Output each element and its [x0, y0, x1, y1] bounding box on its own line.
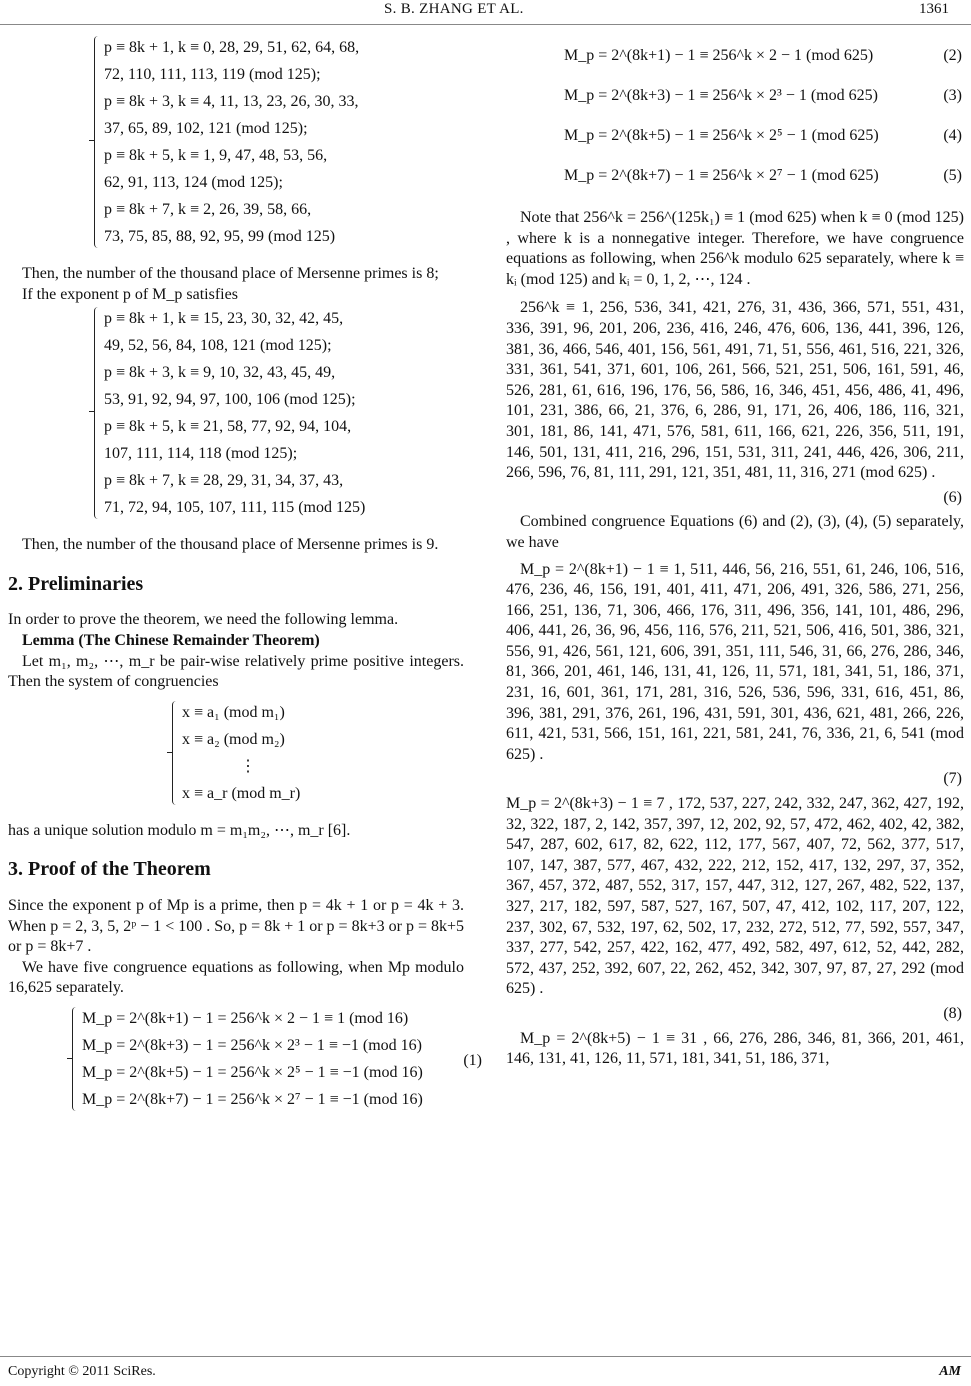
equation-line: M_p = 2^(8k+3) − 1 = 256^k × 2³ − 1 ≡ −1 (mod 16)	[82, 1036, 422, 1054]
equation-expr: M_p = 2^(8k+1) − 1 ≡ 256^k × 2 − 1 (mod 625)	[564, 47, 874, 64]
paragraph-if-exponent: If the exponent p of M_p satisfies	[22, 285, 238, 303]
system-line: 71, 72, 94, 105, 107, 111, 115 (mod 125)	[104, 499, 366, 517]
paragraph-note: Note that 256^k = 256^(125k₁) ≡ 1 (mod 625) when k ≡ 0 (mod 125) , where k is a nonnegative integer. Therefore, we have congruence equations as following, when 256^k modulo 625 separately, where k ≡ kᵢ (mod 125) and kᵢ = 0, 1, 2, ⋯, 124 .	[506, 209, 964, 288]
right-column	[506, 34, 964, 1070]
running-title: S. B. ZHANG ET AL.	[384, 1, 524, 17]
system-line: p ≡ 8k + 5, k ≡ 1, 9, 47, 48, 53, 56,	[104, 147, 328, 164]
equation-number: (3)	[943, 87, 962, 104]
system-brace	[72, 1007, 79, 1111]
system-line: x ≡ a_r (mod m_r)	[182, 784, 301, 802]
system-line: p ≡ 8k + 3, k ≡ 9, 10, 32, 43, 45, 49,	[104, 364, 336, 382]
residues-8k5: M_p = 2^(8k+5) − 1 ≡ 31 , 66, 276, 286, 346, 81, 366, 201, 461, 146, 131, 41, 126, 11, 571, 181, 341, 51, 186, 371,	[506, 1029, 964, 1068]
system-line: x ≡ a₂ (mod m₂)	[182, 730, 285, 748]
paragraph-then-8: Then, the number of the thousand place of Mersenne primes is 8;	[22, 265, 439, 282]
equation-1-system	[72, 1005, 482, 1113]
equation-number: (4)	[943, 127, 962, 144]
equation-3	[506, 74, 964, 114]
left-column	[8, 34, 482, 1113]
lemma-title: Lemma (The Chinese Remainder Theorem)	[22, 631, 320, 649]
system-line: 37, 65, 89, 102, 121 (mod 125);	[104, 120, 308, 137]
equation-expr: M_p = 2^(8k+7) − 1 ≡ 256^k × 2⁷ − 1 (mod 625)	[564, 167, 879, 184]
system-line: 107, 111, 114, 118 (mod 125);	[104, 445, 298, 463]
equation-5	[506, 154, 964, 194]
congruence-system-a	[94, 34, 464, 250]
residues-8k1: M_p = 2^(8k+1) − 1 ≡ 1, 511, 446, 56, 216, 551, 61, 246, 106, 516, 476, 236, 46, 156, 191, 401, 411, 471, 206, 491, 326, 586, 271, 256, 166, 251, 136, 71, 306, 466, 176, 311, 496, 356, 141, 101, 486, 296, 406, 441, 26, 36, 96, 456, 116, 576, 211, 521, 506, 416, 501, 386, 321, 556, 91, 426, 561, 121, 606, 391, 351, 111, 546, 31, 66, 276, 286, 346, 81, 366, 201, 461, 146, 131, 41, 126, 11, 571, 181, 341, 51, 186, 371, 231, 16, 601, 361, 171, 281, 316, 526, 536, 596, 331, 616, 451, 86, 396, 381, 291, 376, 261, 196, 431, 591, 301, 436, 621, 481, 266, 226, 611, 421, 531, 566, 151, 161, 221, 581, 241, 76, 336, 21, 6, 541 (mod 625) .	[506, 560, 964, 763]
system-line: p ≡ 8k + 5, k ≡ 21, 58, 77, 92, 94, 104,	[104, 418, 352, 436]
system-line: p ≡ 8k + 1, k ≡ 15, 23, 30, 32, 42, 45,	[104, 310, 344, 328]
paragraph-five-equations: We have five congruence equations as following, when Mp modulo 16,625 separately.	[8, 958, 464, 997]
residues-8k3: M_p = 2^(8k+3) − 1 ≡ 7 , 172, 537, 227, 242, 332, 247, 362, 427, 192, 32, 322, 187, 2, 142, 357, 397, 12, 202, 92, 57, 472, 462, 402, 42, 382, 547, 287, 602, 617, 82, 622, 112, 177, 567, 407, 72, 562, 377, 517, 107, 147, 387, 577, 467, 432, 222, 212, 152, 417, 132, 297, 37, 352, 367, 457, 372, 487, 552, 317, 157, 447, 312, 127, 267, 482, 522, 137, 327, 217, 182, 597, 587, 527, 167, 507, 47, 412, 102, 117, 207, 122, 237, 302, 67, 532, 197, 62, 502, 17, 232, 272, 512, 77, 592, 557, 347, 337, 277, 542, 257, 422, 162, 477, 492, 582, 497, 612, 52, 442, 282, 572, 437, 252, 392, 607, 22, 262, 452, 342, 307, 97, 87, 27, 292 (mod 625) .	[506, 795, 964, 998]
equation-expr: M_p = 2^(8k+3) − 1 ≡ 256^k × 2³ − 1 (mod 625)	[564, 87, 878, 104]
system-line: p ≡ 8k + 7, k ≡ 28, 29, 31, 34, 37, 43,	[104, 472, 344, 490]
footer-rule	[0, 1356, 971, 1357]
system-line: 62, 91, 113, 124 (mod 125);	[104, 174, 283, 191]
system-line: p ≡ 8k + 1, k ≡ 0, 28, 29, 51, 62, 64, 68,	[104, 39, 360, 56]
congruence-system-b	[94, 305, 464, 521]
system-line: 72, 110, 111, 113, 119 (mod 125);	[104, 66, 321, 83]
section-heading-proof: 3. Proof of the Theorem	[8, 858, 211, 881]
header-rule	[0, 24, 971, 25]
system-line: p ≡ 8k + 7, k ≡ 2, 26, 39, 58, 66,	[104, 201, 312, 218]
journal-abbrev: AM	[939, 1364, 961, 1379]
equation-4	[506, 114, 964, 154]
page-header	[0, 0, 971, 22]
system-line: ⋮	[240, 757, 256, 775]
equation-number: (7)	[943, 770, 962, 788]
copyright-text: Copyright © 2011 SciRes.	[8, 1364, 156, 1379]
system-brace	[94, 307, 101, 519]
system-line: p ≡ 8k + 3, k ≡ 4, 11, 13, 23, 26, 30, 33,	[104, 93, 359, 110]
lemma-text: Let m₁, m₂, ⋯, m_r be pair-wise relatively prime positive integers. Then the system of congruencies	[8, 652, 464, 691]
equation-line: M_p = 2^(8k+5) − 1 = 256^k × 2⁵ − 1 ≡ −1 (mod 16)	[82, 1063, 423, 1081]
equation-line: M_p = 2^(8k+7) − 1 = 256^k × 2⁷ − 1 ≡ −1 (mod 16)	[82, 1090, 423, 1108]
equation-number: (6)	[943, 488, 962, 506]
system-brace	[94, 36, 101, 248]
residues-256k: 256^k ≡ 1, 256, 536, 341, 421, 276, 31, 436, 366, 571, 551, 431, 336, 391, 96, 201, 206, 236, 416, 246, 476, 606, 136, 441, 396, 126, 381, 36, 466, 546, 401, 156, 561, 491, 71, 51, 556, 461, 516, 221, 326, 331, 361, 541, 371, 601, 106, 261, 566, 521, 251, 506, 161, 591, 46, 526, 281, 61, 616, 196, 176, 56, 586, 16, 346, 451, 456, 486, 41, 496, 101, 231, 386, 66, 21, 376, 6, 286, 91, 171, 26, 406, 186, 116, 321, 301, 181, 86, 141, 471, 576, 581, 611, 166, 621, 226, 356, 511, 191, 146, 501, 131, 411, 216, 296, 151, 531, 311, 241, 446, 426, 306, 211, 266, 596, 76, 81, 111, 291, 121, 351, 481, 11, 316, 271 (mod 625) .	[506, 299, 964, 482]
equation-number: (5)	[943, 167, 962, 184]
system-line: x ≡ a₁ (mod m₁)	[182, 703, 285, 721]
page-number: 1361	[919, 1, 949, 17]
system-line: 49, 52, 56, 84, 108, 121 (mod 125);	[104, 337, 332, 355]
paragraph-unique-solution: has a unique solution modulo m = m₁m₂, ⋯, m_r [6].	[8, 821, 351, 839]
section-heading-preliminaries: 2. Preliminaries	[8, 572, 144, 595]
equation-number: (8)	[943, 1004, 962, 1022]
equation-line: M_p = 2^(8k+1) − 1 = 256^k × 2 − 1 ≡ 1 (mod 16)	[82, 1009, 409, 1027]
system-line: 53, 91, 92, 94, 97, 100, 106 (mod 125);	[104, 391, 356, 409]
paragraph-combined: Combined congruence Equations (6) and (2), (3), (4), (5) separately, we have	[506, 513, 964, 551]
equation-expr: M_p = 2^(8k+5) − 1 ≡ 256^k × 2⁵ − 1 (mod 625)	[564, 127, 879, 144]
crt-system	[172, 699, 464, 807]
equation-2	[506, 34, 964, 74]
equation-number: (2)	[943, 47, 962, 64]
system-line: 73, 75, 85, 88, 92, 95, 99 (mod 125)	[104, 228, 336, 245]
equation-number: (1)	[463, 1051, 482, 1069]
system-brace	[172, 701, 179, 805]
paragraph-preliminaries: In order to prove the theorem, we need the following lemma.	[8, 611, 399, 629]
paragraph-then-9: Then, the number of the thousand place of Mersenne primes is 9.	[22, 536, 439, 554]
paragraph-proof: Since the exponent p of Mp is a prime, then p = 4k + 1 or p = 4k + 3. When p = 2, 3, 5, 2ᵖ − 1 < 100 . So, p = 8k + 1 or p = 8k+3 or p = 8k+5 or p = 8k+7 .	[8, 896, 464, 956]
